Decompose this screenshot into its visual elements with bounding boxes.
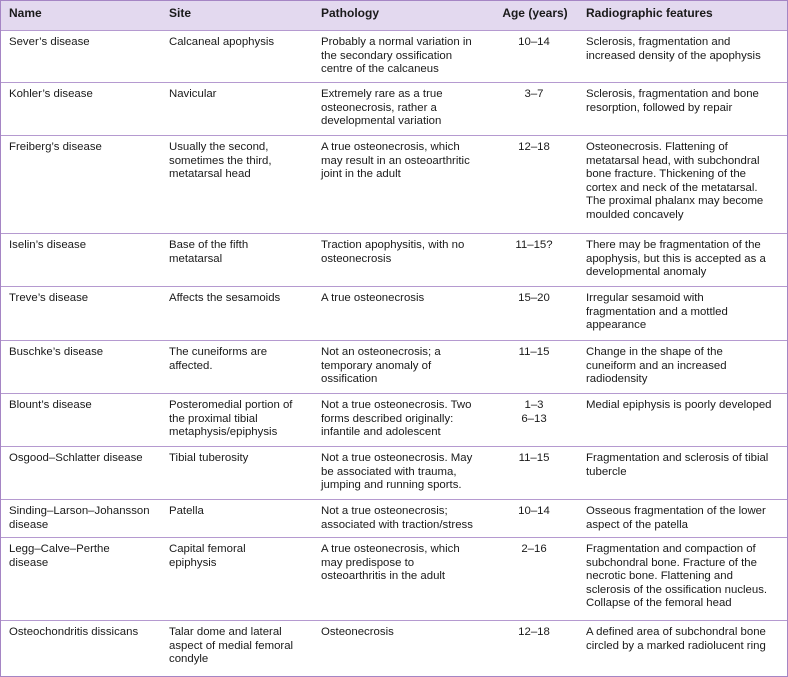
cell-radiographic: Sclerosis, fragmentation and increased density of the apophysis <box>586 36 761 62</box>
header-site: Site <box>161 1 313 31</box>
table-row <box>1 31 787 83</box>
cell-age: 10–14 <box>490 500 578 538</box>
table-row <box>1 83 787 136</box>
cell-name: Buschke’s disease <box>1 341 161 394</box>
cell-radiographic: Fragmentation and compaction of subchondral bone. Fracture of the necrotic bone. Flattening and sclerosis of the ossification nucleus. Collapse of the femoral head <box>578 538 787 621</box>
table-row <box>1 394 787 447</box>
cell-site: Posteromedial portion of the proximal tibial metaphysis/epiphysis <box>161 394 313 447</box>
cell-site: Talar dome and lateral aspect of medial femoral condyle <box>161 621 313 673</box>
header-name: Name <box>1 1 161 31</box>
cell-age: 12–18 <box>490 621 578 673</box>
cell-age: 3–7 <box>490 83 578 136</box>
cell-radiographic: A defined area of subchondral bone circled by a marked radiolucent ring <box>578 621 787 673</box>
table-row <box>1 447 787 500</box>
cell-site: Calcaneal apophysis <box>169 36 275 48</box>
cell-name: Treve’s disease <box>1 287 161 341</box>
cell-site: Navicular <box>161 83 313 136</box>
cell-pathology: Not a true osteonecrosis. May be associated with trauma, jumping and running sports. <box>313 447 490 500</box>
cell-pathology: Extremely rare as a true osteonecrosis, rather a developmental variation <box>313 83 490 136</box>
table-body <box>1 31 787 673</box>
header-row <box>1 1 787 31</box>
cell-name: Iselin’s disease <box>1 234 161 287</box>
cell-age: 15–20 <box>490 287 578 341</box>
header-pathology: Pathology <box>313 1 490 31</box>
cell-age: 2–16 <box>490 538 578 621</box>
table-row <box>1 136 787 234</box>
cell-pathology: Probably a normal variation in the secondary ossification centre of the calcaneus <box>321 36 472 76</box>
cell-radiographic: Sclerosis, fragmentation and bone resorption, followed by repair <box>578 83 787 136</box>
cell-pathology: Not an osteonecrosis; a temporary anomaly of ossification <box>313 341 490 394</box>
cell-name: Sinding–Larson–Johansson disease <box>1 500 161 538</box>
cell-pathology: A true osteonecrosis <box>313 287 490 341</box>
cell-site: Tibial tuberosity <box>161 447 313 500</box>
cell-name: Sever’s disease <box>9 36 90 48</box>
cell-pathology: Not a true osteonecrosis. Two forms described originally: infantile and adolescent <box>313 394 490 447</box>
cell-site: Capital femoral epiphysis <box>161 538 313 621</box>
cell-radiographic: Osseous fragmentation of the lower aspect of the patella <box>578 500 787 538</box>
cell-age: 11–15? <box>490 234 578 287</box>
cell-radiographic: Irregular sesamoid with fragmentation and a mottled appearance <box>578 287 787 341</box>
cell-site: Base of the fifth metatarsal <box>161 234 313 287</box>
cell-name: Osgood–Schlatter disease <box>1 447 161 500</box>
table-row <box>1 287 787 341</box>
cell-name: Blount’s disease <box>1 394 161 447</box>
cell-radiographic: Change in the shape of the cuneiform and an increased radiodensity <box>578 341 787 394</box>
cell-radiographic: Fragmentation and sclerosis of tibial tubercle <box>578 447 787 500</box>
cell-name: Freiberg’s disease <box>1 136 161 234</box>
cell-radiographic: Osteonecrosis. Flattening of metatarsal head, with subchondral bone fracture. Thickening of the cortex and neck of the metatarsal. The proximal phalanx may become moulded concavely <box>578 136 787 234</box>
table-row <box>1 500 787 538</box>
cell-radiographic: Medial epiphysis is poorly developed <box>578 394 787 447</box>
table-row <box>1 621 787 673</box>
cell-site: Usually the second, sometimes the third, metatarsal head <box>161 136 313 234</box>
header-age: Age (years) <box>490 1 578 31</box>
cell-name: Legg–Calve–Perthe disease <box>1 538 161 621</box>
cell-age: 11–15 <box>490 341 578 394</box>
cell-pathology: Traction apophysitis, with no osteonecrosis <box>313 234 490 287</box>
cell-name: Osteochondritis dissicans <box>1 621 161 673</box>
cell-pathology: A true osteonecrosis, which may result in an osteoarthritic joint in the adult <box>313 136 490 234</box>
cell-site: Patella <box>161 500 313 538</box>
table-row <box>1 341 787 394</box>
cell-site: Affects the sesamoids <box>161 287 313 341</box>
cell-pathology: Not a true osteonecrosis; associated with traction/stress <box>313 500 490 538</box>
cell-age: 10–14 <box>518 36 550 48</box>
cell-age: 12–18 <box>490 136 578 234</box>
cell-radiographic: There may be fragmentation of the apophysis, but this is accepted as a developmental anomaly <box>578 234 787 287</box>
cell-age: 11–15 <box>490 447 578 500</box>
table-row <box>1 234 787 287</box>
header-radiographic: Radiographic features <box>578 1 787 31</box>
table-row <box>1 538 787 621</box>
table-header <box>1 1 787 31</box>
cell-pathology: Osteonecrosis <box>313 621 490 673</box>
cell-name: Kohler’s disease <box>1 83 161 136</box>
osteochondroses-table <box>1 1 787 673</box>
cell-site: The cuneiforms are affected. <box>161 341 313 394</box>
cell-age: 1–3 6–13 <box>490 394 578 447</box>
cell-pathology: A true osteonecrosis, which may predispose to osteoarthritis in the adult <box>313 538 490 621</box>
